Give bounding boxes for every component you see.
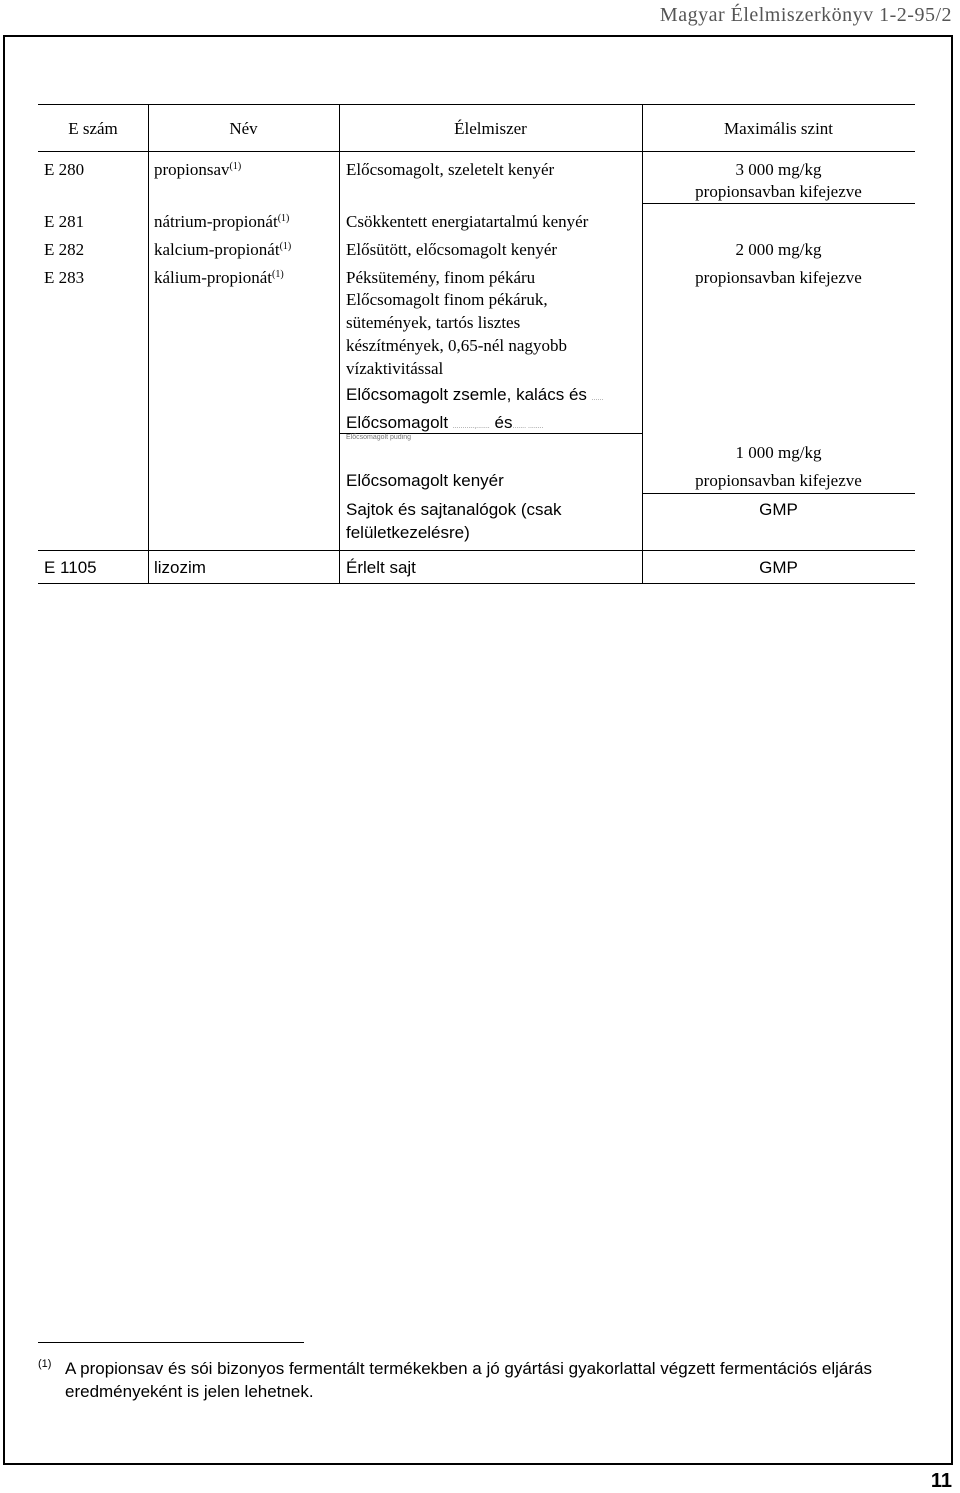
- col-header-food: Élelmiszer: [454, 119, 527, 138]
- cell-food-e283: Péksütemény, finom pékáru: [346, 268, 536, 287]
- cell-number-e1105: E 1105: [44, 558, 97, 577]
- footnote: [38, 1357, 918, 1403]
- elo-text: Előcsomagolt: [346, 413, 449, 432]
- es-text: és: [494, 413, 513, 432]
- footnote-ref: (1): [229, 161, 242, 172]
- cell-number-e283: E 283: [44, 268, 85, 287]
- e280-level-rule: [642, 203, 915, 204]
- food-line-feluletkezeles: felületkezelésre): [346, 523, 470, 542]
- name-text: kálium-propionát: [154, 268, 273, 287]
- cell-level-e280-note: propionsavban kifejezve: [695, 182, 862, 201]
- food-line-kenyer: Előcsomagolt kenyér: [346, 471, 504, 490]
- table-top-rule: [38, 104, 915, 105]
- elo-faint-1: ...........,.......: [452, 423, 490, 430]
- page-number: 11: [930, 1470, 952, 1492]
- food-line-finom-pekaruk: Előcsomagolt finom pékáruk,: [346, 290, 548, 309]
- cell-number-e280: E 280: [44, 160, 85, 179]
- footnote-marker: (1): [38, 1358, 52, 1370]
- col-header-max-level: Maximális szint: [723, 119, 834, 138]
- footnote-text: A propionsav és sói bizonyos fermentált termékekben a jó gyártási gyakorlattal végzett fermentációs eljárás eredményeként is jelen lehetnek.: [65, 1359, 872, 1401]
- elo-faint-2: ....... ........: [512, 423, 544, 430]
- name-text: nátrium-propionát: [154, 212, 278, 231]
- cell-level-e1105: GMP: [759, 558, 798, 577]
- cell-level-1000-note: propionsavban kifejezve: [695, 471, 862, 490]
- name-text: propionsav: [154, 160, 230, 179]
- footnote-ref: (1): [277, 213, 290, 224]
- cell-level-e280: 3 000 mg/kg: [735, 160, 822, 179]
- food-line-sajtok: Sajtok és sajtanalógok (csak: [346, 500, 562, 519]
- level-rule: [642, 493, 915, 494]
- col-header-number: E szám: [68, 119, 118, 138]
- food-line-keszitmenyek: készítmények, 0,65-nél nagyobb: [346, 336, 567, 355]
- cell-number-e282: E 282: [44, 240, 85, 259]
- footnote-ref: (1): [272, 269, 284, 280]
- footnote-separator: [38, 1342, 304, 1343]
- food-line-vizaktivitas: vízaktivitással: [346, 359, 444, 378]
- cell-food-e282: Elősütött, előcsomagolt kenyér: [346, 240, 558, 259]
- col-header-name: Név: [229, 119, 258, 138]
- cell-food-e281: Csökkentett energiatartalmú kenyér: [346, 212, 589, 231]
- col-divider-2: [339, 104, 340, 583]
- cell-name-e282: [154, 239, 291, 261]
- table-bottom-rule: [38, 583, 915, 584]
- zsemle-faint-tail: ......: [591, 395, 604, 402]
- group-bottom-rule: [38, 550, 915, 551]
- zsemle-text: Előcsomagolt zsemle, kalács és: [346, 385, 587, 404]
- cell-level-2000: 2 000 mg/kg: [735, 240, 822, 259]
- food-line-zsemle: [346, 384, 603, 410]
- food-line-sutemenyek: sütemények, tartós lisztes: [346, 313, 521, 332]
- col-divider-1: [148, 104, 149, 583]
- cell-name-e283: [154, 267, 284, 289]
- cell-name-e281: [154, 211, 289, 233]
- header-bottom-rule: [38, 151, 915, 152]
- cell-number-e281: E 281: [44, 212, 85, 231]
- cell-level-2000-note: propionsavban kifejezve: [695, 268, 862, 287]
- cell-name-e280: [154, 159, 241, 181]
- cell-food-e280: Előcsomagolt, szeletelt kenyér: [346, 160, 555, 179]
- food-faint-line: Előcsomagolt puding: [346, 434, 411, 441]
- cell-name-e1105: lizozim: [154, 558, 206, 577]
- name-text: kalcium-propionát: [154, 240, 280, 259]
- footnote-ref: (1): [279, 241, 292, 252]
- running-header: Magyar Élelmiszerkönyv 1-2-95/2: [659, 4, 952, 26]
- cell-level-gmp-sajt: GMP: [759, 500, 798, 519]
- cell-level-1000: 1 000 mg/kg: [735, 443, 822, 462]
- cell-food-e1105: Érlelt sajt: [346, 558, 416, 577]
